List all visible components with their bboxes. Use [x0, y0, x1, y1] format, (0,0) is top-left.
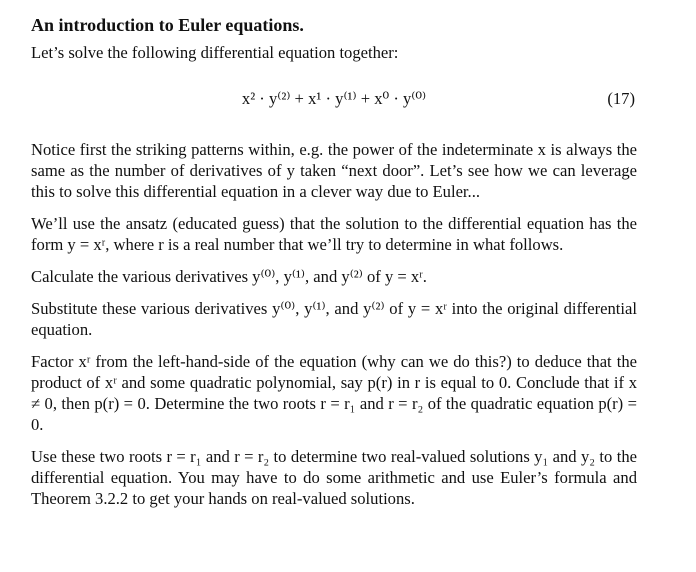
paragraph-ansatz: We’ll use the ansatz (educated guess) that the solution to the differential equation has the form y = xʳ, where r is a real number that we’ll try to determine in what follows. [31, 214, 637, 254]
paragraph-derivatives: Calculate the various derivatives y⁽⁰⁾, y⁽¹⁾, and y⁽²⁾ of y = xʳ. [31, 267, 427, 286]
paragraph-patterns: Notice first the striking patterns within, e.g. the power of the indeterminate x is always the same as the number of derivatives of y taken “next door”. Let’s see how we can leverage this to solve this differential equation in a clever way due to Euler... [31, 140, 637, 201]
paragraph-solutions: Use these two roots r = r₁ and r = r₂ to determine two real-valued solutions y₁ and y₂ to the differential equation. You may have to do some arithmetic and use Euler’s formula and Theorem 3.2.2 to get your hands on real-valued solutions. [31, 447, 637, 508]
intro-paragraph: Let’s solve the following differential equation together: [31, 43, 399, 62]
paragraph-substitute: Substitute these various derivatives y⁽⁰⁾, y⁽¹⁾, and y⁽²⁾ of y = xʳ into the original differential equation. [31, 299, 637, 339]
document-page [31, 14, 637, 520]
equation-text: x² · y⁽²⁾ + x¹ · y⁽¹⁾ + x⁰ · y⁽⁰⁾ [241, 89, 427, 108]
equation-block [31, 77, 637, 127]
equation-number: (17) [607, 89, 635, 108]
paragraph-factor: Factor xʳ from the left-hand-side of the equation (why can we do this?) to deduce that the product of xʳ and some quadratic polynomial, say p(r) in r is equal to 0. Conclude that if x ≠ 0, then p(r) = 0. Determine the two roots r = r₁ and r = r₂ of the quadratic equation p(r) = 0. [31, 352, 637, 434]
section-title: An introduction to Euler equations. [31, 15, 304, 35]
display-equation [31, 88, 637, 110]
